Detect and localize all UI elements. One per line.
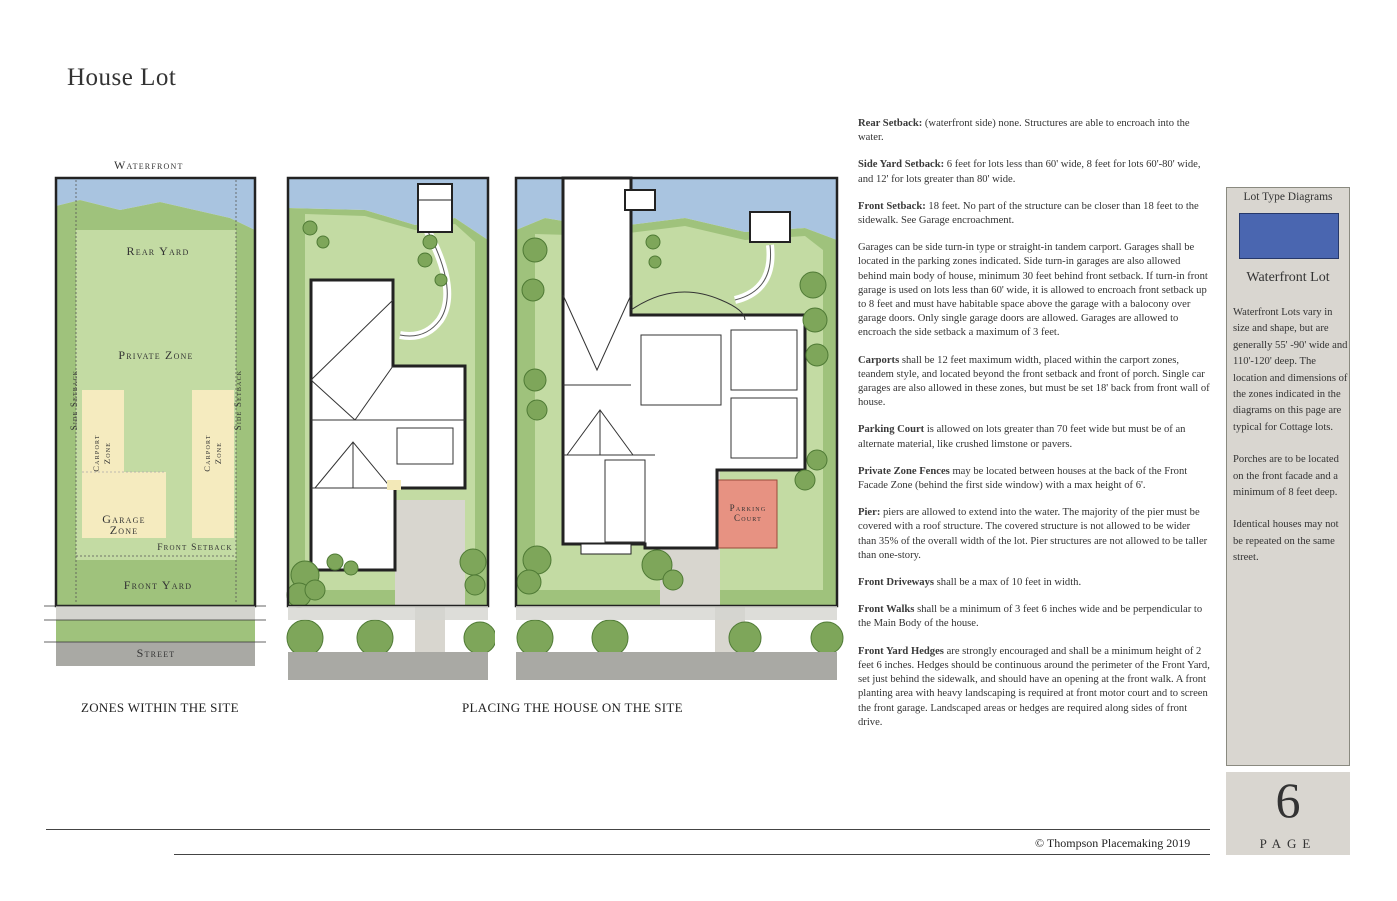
lot-type-sidebar (1226, 187, 1350, 766)
rule-body: piers are allowed to extend into the water. The majority of the pier must be covered with a roof structure. The covered structure is not allowed to be wider than 35% of the overall width of the lot. Pier structures are not allowed to be taller than one-story. (858, 507, 1208, 561)
garage-zone-label-1: Garage (102, 512, 146, 526)
caption-placing: PLACING THE HOUSE ON THE SITE (462, 700, 683, 715)
carport-right-label-1: Carport (202, 434, 212, 472)
sidebar-heading: Lot Type Diagrams (1243, 191, 1333, 203)
waterfront-label: Waterfront (114, 158, 184, 172)
rule-body: is allowed on lots greater than 70 feet wide but must be of an alternate material, like crushed limstone or pavers. (858, 424, 1186, 450)
page-label: PAGE (1259, 836, 1317, 851)
rules-text (858, 117, 1210, 743)
rule-paragraph (858, 354, 1210, 411)
front-yard-label: Front Yard (123, 578, 193, 592)
rule-body: 6 feet for lots less than 60' wide, 8 feet for lots 60'-80' wide, and 12' for lots greater than 80' wide. (858, 159, 1201, 185)
side-setback-right-label: Side Setback (233, 369, 243, 431)
rule-heading: Front Walks (858, 604, 915, 616)
rule-paragraph (858, 200, 1210, 228)
caption-zones: ZONES WITHIN THE SITE (81, 700, 239, 715)
copyright: © Thompson Placemaking 2019 (1035, 836, 1191, 850)
rule-heading: Parking Court (858, 424, 925, 436)
private-zone-label: Private Zone (118, 348, 194, 362)
sidebar-para-2: Porches are to be located on the front facade and a minimum of 8 feet deep. (1233, 454, 1339, 499)
rule-body: shall be 12 feet maximum width, placed within the carport zones, teandem style, and located beyond the front setback and front of porch. Single car garages are also allowed in these zones, but must be set 18' back from front wall of house. (858, 354, 1210, 409)
page-title: House Lot (67, 64, 177, 91)
rule-body: (waterfront side) none. Structures are able to encroach into the water. (858, 118, 1190, 144)
parking-court-label-1: Parking (729, 503, 767, 513)
rule-heading: Private Zone Fences (858, 465, 950, 477)
carport-right-label-2: Zone (213, 441, 223, 465)
house-diagram-narrow (275, 170, 495, 682)
rear-yard-label: Rear Yard (126, 244, 190, 258)
sidebar-para-3: Identical houses may not be repeated on the same street. (1233, 519, 1339, 564)
rule-heading: Side Yard Setback: (858, 159, 945, 171)
page-number-box (1226, 772, 1350, 855)
rule-heading: Pier: (858, 507, 881, 519)
carport-left-label-2: Zone (102, 441, 112, 465)
house-diagram-wide (505, 170, 850, 682)
rule-heading: Carports (858, 354, 900, 366)
rule-body: shall be a minimum of 3 feet 6 inches wide and be perpendicular to the Main Body of the house. (858, 604, 1203, 630)
rule-paragraph (858, 645, 1210, 730)
rule-paragraph (858, 158, 1210, 186)
zones-diagram (40, 170, 280, 670)
rule-body: may be located between houses at the back of the Front Facade Zone (behind the first side window) with a max height of 6'. (858, 465, 1188, 492)
rule-body: are strongly encouraged and shall be a minimum height of 2 feet 6 inches. Hedges should be continuous around the perimeter of the Front Yard, set just behind the sidewalk, and should have an opening at the front walk. A front planting area with heavy landscaping is required at front motor court and to screen the front garage. Landscaped areas or hedges are required along sides of front drive. (858, 645, 1210, 728)
rule-body: shall be a max of 10 feet in width. (934, 577, 1082, 589)
street-label: Street (136, 646, 176, 660)
sidebar-para-1: Waterfront Lots vary in size and shape, but are generally 55' -90' wide and 110'-120' deep. The location and dimensions of the zones indicated in the diagrams on this page are typical for Cottage lots. (1233, 307, 1348, 433)
rule-paragraph (858, 576, 1210, 590)
footer-rule-bottom (174, 854, 1210, 855)
front-setback-label: Front Setback (157, 543, 233, 553)
rule-body: Garages can be side turn-in type or straight-in tandem carport. Garages shall be located in the parking zones indicated. Side turn-in garages are also allowed behind main body of house, minimum 30 feet behind front setback. If turn-in front garage is used on lots less than 60' wide, it is allowed to encroach front setback up to 8 feet and must have habitable space above the garage with a balocony over garage doors. Only single garage doors are allowed. Garages are allowed to encroach the side setback a maximum of 3 feet. (858, 242, 1208, 339)
rule-heading: Front Driveways (858, 577, 935, 589)
parking-court-label-2: Court (734, 513, 762, 523)
lot-type-name: Waterfront Lot (1246, 270, 1330, 285)
page-number: 6 (1275, 772, 1301, 828)
rule-paragraph (858, 423, 1210, 451)
rule-paragraph (858, 603, 1210, 631)
rule-paragraph (858, 117, 1210, 145)
footer-rule-top (46, 829, 1210, 830)
rule-body: 18 feet. No part of the structure can be closer than 18 feet to the sidewalk. See Garage encroachment. (858, 200, 1199, 227)
rule-heading: Front Setback: (858, 200, 926, 212)
lot-type-swatch (1239, 213, 1339, 259)
side-setback-left-label: Side Setback (69, 369, 79, 431)
sidebar-text (1233, 305, 1349, 583)
carport-left-label-1: Carport (91, 434, 101, 472)
rule-paragraph (858, 241, 1210, 340)
rule-paragraph (858, 465, 1210, 493)
garage-zone-label-2: Zone (109, 523, 139, 537)
rule-heading: Front Yard Hedges (858, 645, 944, 657)
rule-heading: Rear Setback: (858, 118, 923, 129)
rule-paragraph (858, 506, 1210, 563)
